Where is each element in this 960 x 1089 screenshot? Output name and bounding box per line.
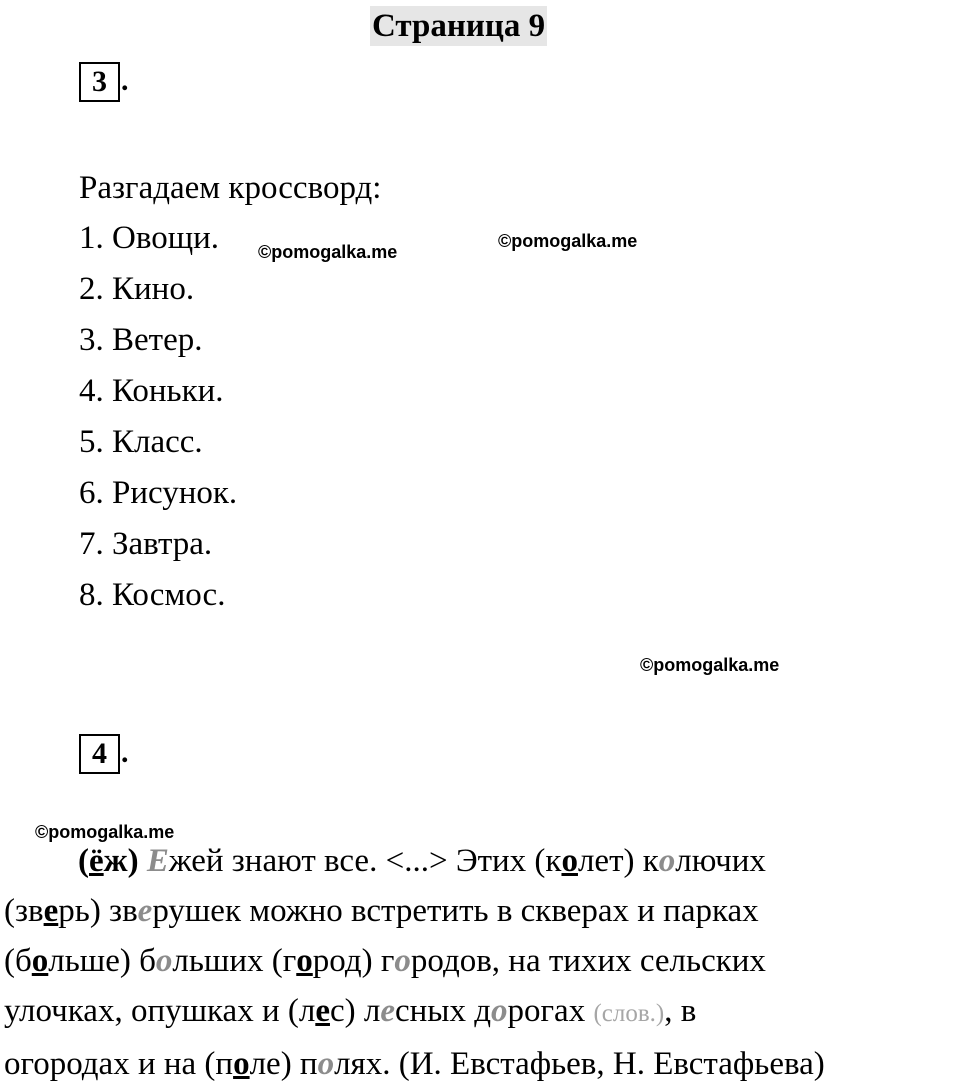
answer-item-5: 5. Класс. xyxy=(79,424,203,460)
answer-item-6: 6. Рисунок. xyxy=(79,475,238,511)
answer-item-8: 8. Космос. xyxy=(79,577,226,613)
task-number-4-dot: . xyxy=(121,736,129,769)
watermark: ©pomogalka.me xyxy=(258,242,398,262)
answer-item-2: 2. Кино. xyxy=(79,271,195,307)
task-number-3: 3 xyxy=(79,62,120,102)
task-number-3-dot: . xyxy=(121,64,129,97)
answer-item-1: 1. Овощи. xyxy=(79,220,220,256)
watermark: ©pomogalka.me xyxy=(498,231,638,251)
answer-item-3: 3. Ветер. xyxy=(79,322,203,358)
text-line: (ёж) Ежей знают все. <...> Этих (колет) колючих xyxy=(78,843,766,879)
text-line: (зверь) зверушек можно встретить в скверах и парках xyxy=(4,893,759,929)
text-line: (больше) больших (город) городов, на тихих сельских xyxy=(4,943,766,979)
watermark: ©pomogalka.me xyxy=(640,655,780,675)
watermark: ©pomogalka.me xyxy=(35,822,175,842)
answer-item-7: 7. Завтра. xyxy=(79,526,213,562)
page-title: Страница 9 xyxy=(372,8,546,44)
task3-intro: Разгадаем кроссворд: xyxy=(79,170,382,206)
task-number-4: 4 xyxy=(79,734,120,774)
answer-item-4: 4. Коньки. xyxy=(79,373,224,409)
text-line: огородах и на (поле) полях. (И. Евстафьев, Н. Евстафьева) xyxy=(4,1046,825,1082)
task4-text xyxy=(4,836,960,1089)
text-line: улочках, опушках и (лес) лесных дорогах (слов.), в xyxy=(4,993,697,1029)
